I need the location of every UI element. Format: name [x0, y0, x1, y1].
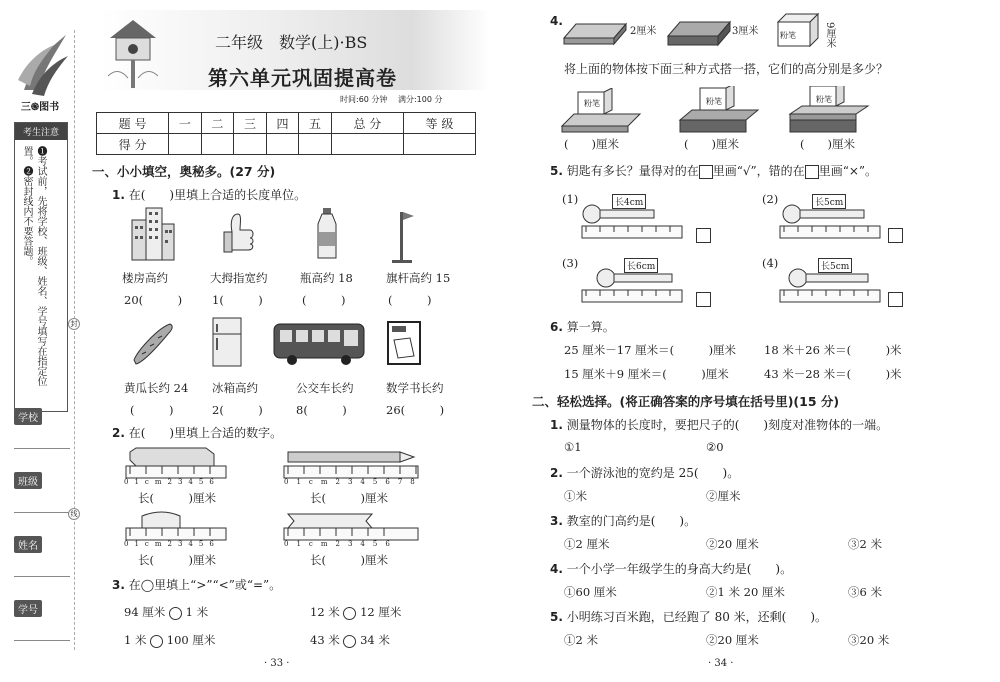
field-line[interactable] — [14, 425, 70, 449]
field-school[interactable] — [14, 408, 74, 449]
item-caption: 冰箱高约 — [212, 381, 258, 395]
score-table-header-row — [97, 113, 476, 134]
choice-option[interactable]: ①60 厘米 — [564, 585, 617, 599]
choice-option[interactable]: ②0 — [706, 440, 724, 454]
field-line[interactable] — [14, 489, 70, 513]
choice-option[interactable]: ②厘米 — [706, 489, 741, 503]
compare-item: 12 米 12 厘米 — [310, 605, 402, 619]
field-label: 学号 — [14, 600, 42, 617]
choice-option[interactable]: ②20 厘米 — [706, 633, 759, 647]
choice-option[interactable]: ③20 米 — [848, 633, 890, 647]
chalk-label: 粉笔 — [780, 31, 796, 40]
score-input-cell[interactable] — [403, 134, 475, 155]
choice-option[interactable]: ③2 米 — [848, 537, 882, 551]
question-5: 5. 钥匙有多长？量得对的在 里画“√”，错的在 里画“×”。 — [550, 164, 878, 178]
height-label: 3厘米 — [732, 26, 759, 37]
score-input-cell[interactable] — [299, 134, 332, 155]
table-cell: 五 — [299, 113, 332, 134]
table-cell: 得 分 — [97, 134, 169, 155]
item-caption: 楼房高约 — [122, 271, 168, 285]
notice-box — [14, 122, 68, 412]
height-label: 2厘米 — [630, 26, 657, 37]
answer-blank[interactable]: 1( ) — [212, 293, 263, 307]
compare-circle[interactable] — [343, 607, 356, 620]
answer-blank[interactable]: 26( ) — [386, 403, 445, 417]
item-caption: 瓶高约 18 — [300, 271, 353, 285]
answer-blank[interactable]: ( ) — [302, 293, 346, 307]
answer-box[interactable] — [888, 292, 903, 307]
ruler-ticks: 01cm2345678 — [284, 478, 423, 486]
calc-item[interactable]: 43 米－28 米＝( )米 — [764, 367, 902, 381]
grade-subject: 二年级 数学(上)·BS — [215, 33, 368, 52]
question-text: 在( )里填上合适的长度单位。 — [128, 188, 307, 202]
answer-blank[interactable]: 2( ) — [212, 403, 263, 417]
seal-line — [74, 30, 75, 650]
item-caption: 黄瓜长约 24 — [124, 381, 189, 395]
compare-item: 94 厘米 1 米 — [124, 605, 209, 619]
question-6 — [550, 318, 615, 335]
score-input-cell[interactable] — [201, 134, 234, 155]
table-cell: 三 — [234, 113, 267, 134]
answer-blank[interactable]: ( )厘米 — [800, 137, 855, 151]
question-number: 6. — [550, 320, 563, 334]
stack-both-chalk — [788, 86, 880, 136]
chalk-label: 粉笔 — [706, 97, 722, 106]
table-cell: 题 号 — [97, 113, 169, 134]
question-2 — [112, 424, 282, 441]
score-input-cell[interactable] — [331, 134, 403, 155]
bottle-icon — [312, 206, 342, 262]
question-number: 2. — [112, 426, 125, 440]
length-tag: 长6cm — [624, 258, 658, 273]
section-heading: 一、小小填空，奥秘多。(27 分) — [92, 164, 276, 179]
birdhouse-icon — [108, 16, 158, 88]
field-class[interactable] — [14, 472, 74, 513]
item-caption: 旗杆高约 15 — [386, 271, 451, 285]
answer-blank[interactable]: ( )厘米 — [564, 137, 619, 151]
choice-question: 1. 测量物体的长度时，要把尺子的( )刻度对准物体的一端。 — [550, 418, 889, 432]
notice-text: ❶考试前，先将学校、班级、姓名、学号填写在指定位置。❷密封线内不要答题。 — [21, 146, 46, 386]
question-text: 在( )里填上合适的数字。 — [128, 426, 283, 440]
calc-item[interactable]: 15 厘米＋9 厘米＝( )厘米 — [564, 367, 729, 381]
compare-circle[interactable] — [343, 635, 356, 648]
score-table — [96, 112, 476, 155]
choice-question: 4. 一个小学一年级学生的身高大约是( )。 — [550, 562, 793, 576]
choice-question: 5. 小明练习百米跑，已经跑了 80 米，还剩( )。 — [550, 610, 828, 624]
answer-blank[interactable]: 8( ) — [296, 403, 347, 417]
table-cell: 二 — [201, 113, 234, 134]
answer-box[interactable] — [696, 228, 711, 243]
ruler-ticks: 01cm23456 — [284, 540, 398, 548]
length-tag: 长5cm — [812, 194, 846, 209]
table-cell: 总 分 — [331, 113, 403, 134]
answer-blank[interactable]: 长( )厘米 — [138, 491, 216, 505]
item-label: (3) — [562, 256, 579, 270]
question-text: 在◯里填上“>”“<”或“=”。 — [128, 578, 282, 592]
item-caption: 大拇指宽约 — [210, 271, 268, 285]
chalk-label: 粉笔 — [816, 95, 832, 104]
question-text: 算一算。 — [566, 320, 615, 334]
cucumber-icon — [128, 318, 176, 366]
question-3 — [112, 576, 281, 593]
check-box — [699, 165, 713, 179]
book-icon — [384, 318, 424, 368]
item-label: (1) — [562, 192, 579, 206]
field-student-id[interactable] — [14, 600, 74, 641]
chalk-label: 粉笔 — [584, 99, 600, 108]
question-1 — [112, 186, 306, 203]
stack-board-chalk — [560, 88, 652, 136]
question-number: 4. — [550, 14, 563, 28]
bus-icon — [272, 320, 368, 366]
question-number: 1. — [112, 188, 125, 202]
thumb-icon — [218, 210, 258, 260]
answer-blank[interactable]: ( ) — [130, 403, 174, 417]
question-number: 5. — [550, 164, 563, 178]
fridge-icon — [210, 316, 244, 368]
compare-item: 43 米 34 米 — [310, 633, 390, 647]
logo-icon — [14, 30, 70, 100]
compare-circle[interactable] — [150, 635, 163, 648]
table-cell: 等 级 — [403, 113, 475, 134]
height-label: 9厘米 — [824, 22, 835, 49]
answer-box[interactable] — [696, 292, 711, 307]
score-input-cell[interactable] — [234, 134, 267, 155]
page-number: · 34 · — [708, 658, 734, 669]
answer-box[interactable] — [888, 228, 903, 243]
score-input-cell[interactable] — [266, 134, 299, 155]
answer-blank[interactable]: 长( )厘米 — [310, 553, 388, 567]
time-limit: 时间:60 分钟 — [340, 95, 388, 104]
choice-question: 2. 一个游泳池的宽约是 25( )。 — [550, 466, 740, 480]
field-line[interactable] — [14, 553, 70, 577]
choice-option[interactable]: ①1 — [564, 440, 582, 454]
ruler-ticks: 01cm23456 — [124, 478, 220, 486]
logo-text: 三֍图书 — [20, 102, 60, 113]
table-cell: 一 — [169, 113, 202, 134]
building-icon — [128, 206, 176, 262]
board-2cm-icon — [562, 18, 632, 48]
choice-option[interactable]: ②1 米 20 厘米 — [706, 585, 785, 599]
choice-option[interactable]: ①2 米 — [564, 633, 598, 647]
field-line[interactable] — [14, 617, 70, 641]
answer-blank[interactable]: 20( ) — [124, 293, 183, 307]
field-label: 学校 — [14, 408, 42, 425]
full-score: 满分:100 分 — [397, 95, 443, 104]
choice-option[interactable]: ①2 厘米 — [564, 537, 610, 551]
flagpole-icon — [388, 206, 416, 264]
stack-book-chalk — [678, 86, 770, 136]
seal-mark: 线 — [68, 508, 80, 520]
page-title: 第六单元巩固提高卷 — [208, 66, 397, 90]
table-cell: 四 — [266, 113, 299, 134]
calc-item[interactable]: 25 厘米－17 厘米＝( )厘米 — [564, 343, 737, 357]
score-input-cell[interactable] — [169, 134, 202, 155]
exam-meta — [340, 94, 450, 105]
choice-option[interactable]: ①米 — [564, 489, 587, 503]
page-number: · 33 · — [264, 658, 290, 669]
compare-circle[interactable] — [169, 607, 182, 620]
choice-question: 3. 教室的门高约是( )。 — [550, 514, 697, 528]
item-label: (4) — [762, 256, 779, 270]
field-label: 班级 — [14, 472, 42, 489]
book-3cm-icon — [666, 18, 736, 48]
side-strip — [8, 20, 72, 660]
choice-option[interactable]: ②20 厘米 — [706, 537, 759, 551]
answer-blank[interactable]: 长( )厘米 — [310, 491, 388, 505]
answer-blank[interactable]: ( )厘米 — [684, 137, 739, 151]
length-tag: 长5cm — [818, 258, 852, 273]
ruler-ticks: 01cm23456 — [124, 540, 220, 548]
seal-mark: 封 — [68, 318, 80, 330]
notice-title: 考生注意 — [15, 123, 67, 140]
item-label: (2) — [762, 192, 779, 206]
field-label: 姓名 — [14, 536, 42, 553]
check-box — [805, 165, 819, 179]
length-tag: 长4cm — [612, 194, 646, 209]
choice-option[interactable]: ③6 米 — [848, 585, 882, 599]
question-text: 将上面的物体按下面三种方式搭一搭，它们的高分别是多少？ — [564, 62, 889, 76]
question-number: 3. — [112, 578, 125, 592]
question-4 — [550, 14, 563, 28]
right-page — [500, 0, 1000, 682]
field-name[interactable] — [14, 536, 74, 577]
answer-blank[interactable]: 长( )厘米 — [138, 553, 216, 567]
item-caption: 公交车长约 — [296, 381, 354, 395]
item-caption: 数学书长约 — [386, 381, 444, 395]
section-heading: 二、轻松选择。(将正确答案的序号填在括号里)(15 分) — [532, 394, 840, 409]
calc-item[interactable]: 18 米＋26 米＝( )米 — [764, 343, 902, 357]
score-table-score-row — [97, 134, 476, 155]
answer-blank[interactable]: ( ) — [388, 293, 432, 307]
compare-item: 1 米 100 厘米 — [124, 633, 216, 647]
